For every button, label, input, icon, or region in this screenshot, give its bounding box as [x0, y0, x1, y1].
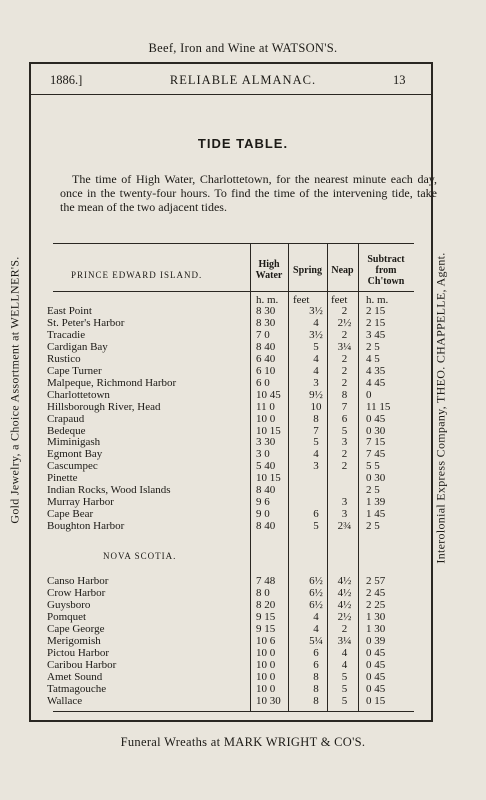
high-water-time: 3 0: [256, 448, 270, 461]
high-water-time: 7 48: [256, 575, 276, 587]
neap-tide-feet: 3¼: [337, 634, 352, 647]
spring-tide-feet: 9½: [309, 388, 323, 401]
spring-tide-feet: 4: [313, 448, 319, 461]
neap-tide-feet: 6: [341, 412, 348, 425]
table-row: [47, 520, 414, 533]
table-row: [47, 575, 414, 587]
subtract-time: 0: [366, 388, 372, 401]
high-water-time: 7 0: [256, 328, 270, 341]
table-row: [47, 682, 414, 695]
place-name: Tatmagouche: [47, 682, 107, 695]
neap-tide-feet: 7: [341, 400, 348, 413]
high-water-time: 8 40: [256, 340, 276, 353]
place-name: Boughton Harbor: [47, 520, 125, 533]
unit-subtract: h. m.: [366, 294, 389, 306]
high-water-time: 10 0: [256, 646, 276, 659]
table-row: [47, 448, 414, 461]
high-water-time: 6 0: [256, 376, 270, 389]
table-row: [47, 496, 414, 509]
header-title: RELIABLE ALMANAC.: [169, 73, 317, 87]
subtract-time: 2 5: [366, 340, 380, 353]
subtract-time: 5 5: [366, 460, 380, 473]
high-water-time: 6 10: [256, 364, 276, 377]
subtract-time: 4 45: [366, 376, 386, 389]
place-name: Charlottetown: [47, 388, 110, 401]
table-row: [47, 305, 414, 317]
neap-tide-feet: 2: [341, 460, 348, 473]
place-name: Murray Harbor: [47, 496, 114, 509]
high-water-time: 10 15: [256, 424, 281, 437]
spring-tide-feet: 6½: [309, 598, 323, 611]
high-water-time: 10 0: [256, 682, 276, 695]
place-name: Pinette: [47, 472, 78, 485]
subtract-time: 0 30: [366, 424, 386, 437]
header-divider: [53, 291, 414, 292]
subtract-time: 0 30: [366, 472, 386, 485]
place-name: Cardigan Bay: [47, 340, 108, 353]
high-water-time: 6 40: [256, 352, 276, 365]
place-name: Amet Sound: [47, 670, 103, 683]
place-name: Caribou Harbor: [47, 658, 117, 671]
place-name: Pomquet: [47, 610, 87, 623]
table-row: [47, 694, 414, 707]
header-year: 1886.]: [50, 73, 83, 87]
col-header-neap: Neap: [331, 265, 354, 276]
place-name: Crapaud: [47, 412, 85, 425]
neap-tide-feet: 2½: [337, 316, 352, 329]
place-name: Merigomish: [47, 634, 101, 647]
top-advertisement: Beef, Iron and Wine at WATSON'S.: [148, 41, 338, 55]
neap-tide-feet: 3: [341, 496, 348, 509]
neap-tide-feet: 2½: [337, 610, 352, 623]
neap-tide-feet: 2: [341, 448, 348, 461]
high-water-time: 10 0: [256, 412, 276, 425]
neap-tide-feet: 3¼: [337, 340, 352, 353]
spring-tide-feet: 4: [313, 364, 319, 377]
spring-tide-feet: 5¼: [309, 634, 323, 647]
neap-tide-feet: 2: [341, 352, 348, 365]
place-name: Indian Rocks, Wood Islands: [47, 484, 171, 497]
table-row: [47, 388, 414, 401]
table-row: [47, 364, 414, 377]
place-name: Cascumpec: [47, 460, 98, 473]
high-water-time: 8 30: [256, 305, 276, 317]
subtract-time: 0 45: [366, 670, 386, 683]
subtract-time: 4 5: [366, 352, 380, 365]
header-rule: [31, 94, 431, 95]
place-name: Wallace: [47, 694, 83, 707]
table-row: [47, 352, 414, 365]
place-name: Pictou Harbor: [47, 646, 110, 659]
spring-tide-feet: 4: [313, 352, 319, 365]
tide-table-title: TIDE TABLE.: [197, 136, 289, 151]
table-row: [47, 658, 414, 671]
high-water-time: 10 0: [256, 670, 276, 683]
place-name: Tracadie: [47, 328, 86, 341]
spring-tide-feet: 5: [313, 436, 319, 449]
high-water-time: 9 0: [256, 508, 270, 521]
neap-tide-feet: 4: [341, 646, 348, 659]
subtract-time: 0 39: [366, 634, 386, 647]
neap-tide-feet: 5: [341, 424, 348, 437]
spring-tide-feet: 4: [313, 622, 319, 635]
spring-tide-feet: 8: [313, 412, 319, 425]
high-water-time: 10 45: [256, 388, 281, 401]
table-row: [47, 316, 414, 329]
place-name: Guysboro: [47, 598, 91, 611]
table-row: [47, 400, 414, 413]
high-water-time: 8 0: [256, 586, 270, 599]
place-name: Canso Harbor: [47, 575, 109, 587]
neap-tide-feet: 4½: [337, 586, 352, 599]
spring-tide-feet: 8: [313, 670, 319, 683]
subtract-time: 4 35: [366, 364, 386, 377]
neap-tide-feet: 4½: [337, 575, 352, 587]
high-water-time: 8 40: [256, 520, 276, 533]
subtract-time: 3 45: [366, 328, 386, 341]
subtract-time: 2 45: [366, 586, 386, 599]
neap-tide-feet: 4: [341, 658, 348, 671]
neap-tide-feet: 5: [341, 694, 348, 707]
neap-tide-feet: 5: [341, 682, 348, 695]
section-title-nova-scotia: NOVA SCOTIA.: [103, 551, 177, 561]
subtract-time: 0 45: [366, 682, 386, 695]
spring-tide-feet: 6½: [309, 575, 323, 587]
spring-tide-feet: 3: [313, 460, 319, 473]
place-name: Miminigash: [47, 436, 101, 449]
subtract-time: 2 15: [366, 305, 386, 317]
unit-neap: feet: [331, 294, 348, 306]
table-row: [47, 670, 414, 683]
table-row: [47, 634, 414, 647]
spring-tide-feet: 6½: [309, 586, 323, 599]
neap-tide-feet: 2: [341, 305, 348, 317]
neap-tide-feet: 2¾: [337, 520, 352, 533]
subtract-time: 0 45: [366, 646, 386, 659]
subtract-time: 2 15: [366, 316, 386, 329]
subtract-time: 2 25: [366, 598, 386, 611]
page-number: 13: [393, 73, 406, 87]
subtract-time: 0 45: [366, 412, 386, 425]
place-name: Egmont Bay: [47, 448, 103, 461]
spring-tide-feet: 3: [313, 376, 319, 389]
table-row: [47, 328, 414, 341]
table-row: [47, 508, 414, 521]
place-name: Malpeque, Richmond Harbor: [47, 376, 177, 389]
spring-tide-feet: 5: [313, 520, 319, 533]
high-water-time: 10 15: [256, 472, 281, 485]
bottom-advertisement: Funeral Wreaths at MARK WRIGHT & CO'S.: [120, 735, 366, 749]
col-header-subtract: Subtract from Ch'town: [367, 254, 405, 287]
table-row: [47, 484, 414, 497]
spring-tide-feet: 3½: [309, 305, 323, 317]
subtract-time: 1 45: [366, 508, 386, 521]
neap-tide-feet: 3: [341, 508, 348, 521]
place-name: Crow Harbor: [47, 586, 106, 599]
right-side-advertisement: Interolonial Express Company, THEO. CHAPPELLE, Agent.: [433, 252, 448, 564]
subtract-time: 2 5: [366, 520, 380, 533]
section-title-pei: PRINCE EDWARD ISLAND.: [71, 270, 203, 280]
subtract-time: 11 15: [366, 400, 391, 413]
spring-tide-feet: 7: [313, 424, 319, 437]
table-row: [47, 622, 414, 635]
spring-tide-feet: 5: [313, 340, 319, 353]
place-name: Bedeque: [47, 424, 86, 437]
high-water-time: 5 40: [256, 460, 276, 473]
subtract-time: 0 15: [366, 694, 386, 707]
spring-tide-feet: 8: [313, 694, 319, 707]
high-water-time: 8 20: [256, 598, 276, 611]
neap-tide-feet: 2: [341, 376, 348, 389]
high-water-time: 8 40: [256, 484, 276, 497]
subtract-time: 2 57: [366, 575, 386, 587]
place-name: Rustico: [47, 352, 81, 365]
place-name: Cape Bear: [47, 508, 94, 521]
high-water-time: 9 6: [256, 496, 270, 509]
subtract-time: 2 5: [366, 484, 380, 497]
spring-tide-feet: 6: [313, 508, 319, 521]
high-water-time: 11 0: [256, 400, 275, 413]
place-name: Cape George: [47, 622, 105, 635]
table-row: [47, 340, 414, 353]
place-name: Cape Turner: [47, 364, 102, 377]
table-row: [47, 460, 414, 473]
intro-paragraph: The time of High Water, Charlottetown, for the nearest minute each day, once in the twenty-four hours. To find the time of the intervening tide, take the mean of the two adjacent tides.: [60, 172, 437, 214]
neap-tide-feet: 2: [341, 328, 348, 341]
high-water-time: 9 15: [256, 622, 276, 635]
col-header-high-water: High Water: [255, 259, 283, 281]
table-row: [47, 610, 414, 623]
tide-table: [47, 243, 414, 712]
spring-tide-feet: 4: [313, 316, 319, 329]
spring-tide-feet: 8: [313, 682, 319, 695]
table-row: [47, 586, 414, 599]
left-side-advertisement: Gold Jewelry, a Choice Assortment at WELLNER'S.: [7, 256, 22, 524]
spring-tide-feet: 3½: [309, 328, 323, 341]
high-water-time: 8 30: [256, 316, 276, 329]
table-row: [47, 598, 414, 611]
spring-tide-feet: 6: [313, 646, 319, 659]
unit-high: h. m.: [256, 294, 279, 306]
subtract-time: 1 30: [366, 610, 386, 623]
table-row: [47, 646, 414, 659]
place-name: East Point: [47, 305, 92, 317]
neap-tide-feet: 5: [341, 670, 348, 683]
table-row: [47, 412, 414, 425]
col-header-spring: Spring: [293, 265, 322, 276]
place-name: St. Peter's Harbor: [47, 316, 125, 329]
high-water-time: 10 6: [256, 634, 276, 647]
neap-tide-feet: 2: [341, 622, 348, 635]
spring-tide-feet: 10: [310, 400, 322, 413]
high-water-time: 10 0: [256, 658, 276, 671]
high-water-time: 3 30: [256, 436, 276, 449]
neap-tide-feet: 8: [341, 388, 348, 401]
neap-tide-feet: 3: [341, 436, 348, 449]
high-water-time: 10 30: [256, 694, 281, 707]
subtract-time: 1 30: [366, 622, 386, 635]
spring-tide-feet: 4: [313, 610, 319, 623]
table-row: [47, 424, 414, 437]
high-water-time: 9 15: [256, 610, 276, 623]
subtract-time: 7 15: [366, 436, 386, 449]
subtract-time: 0 45: [366, 658, 386, 671]
neap-tide-feet: 2: [341, 364, 348, 377]
subtract-time: 1 39: [366, 496, 386, 509]
subtract-time: 7 45: [366, 448, 386, 461]
table-row: [47, 376, 414, 389]
unit-spring: feet: [293, 294, 310, 306]
neap-tide-feet: 4½: [337, 598, 352, 611]
table-row: [47, 472, 414, 485]
spring-tide-feet: 6: [313, 658, 319, 671]
place-name: Hillsborough River, Head: [47, 400, 161, 413]
table-row: [47, 436, 414, 449]
